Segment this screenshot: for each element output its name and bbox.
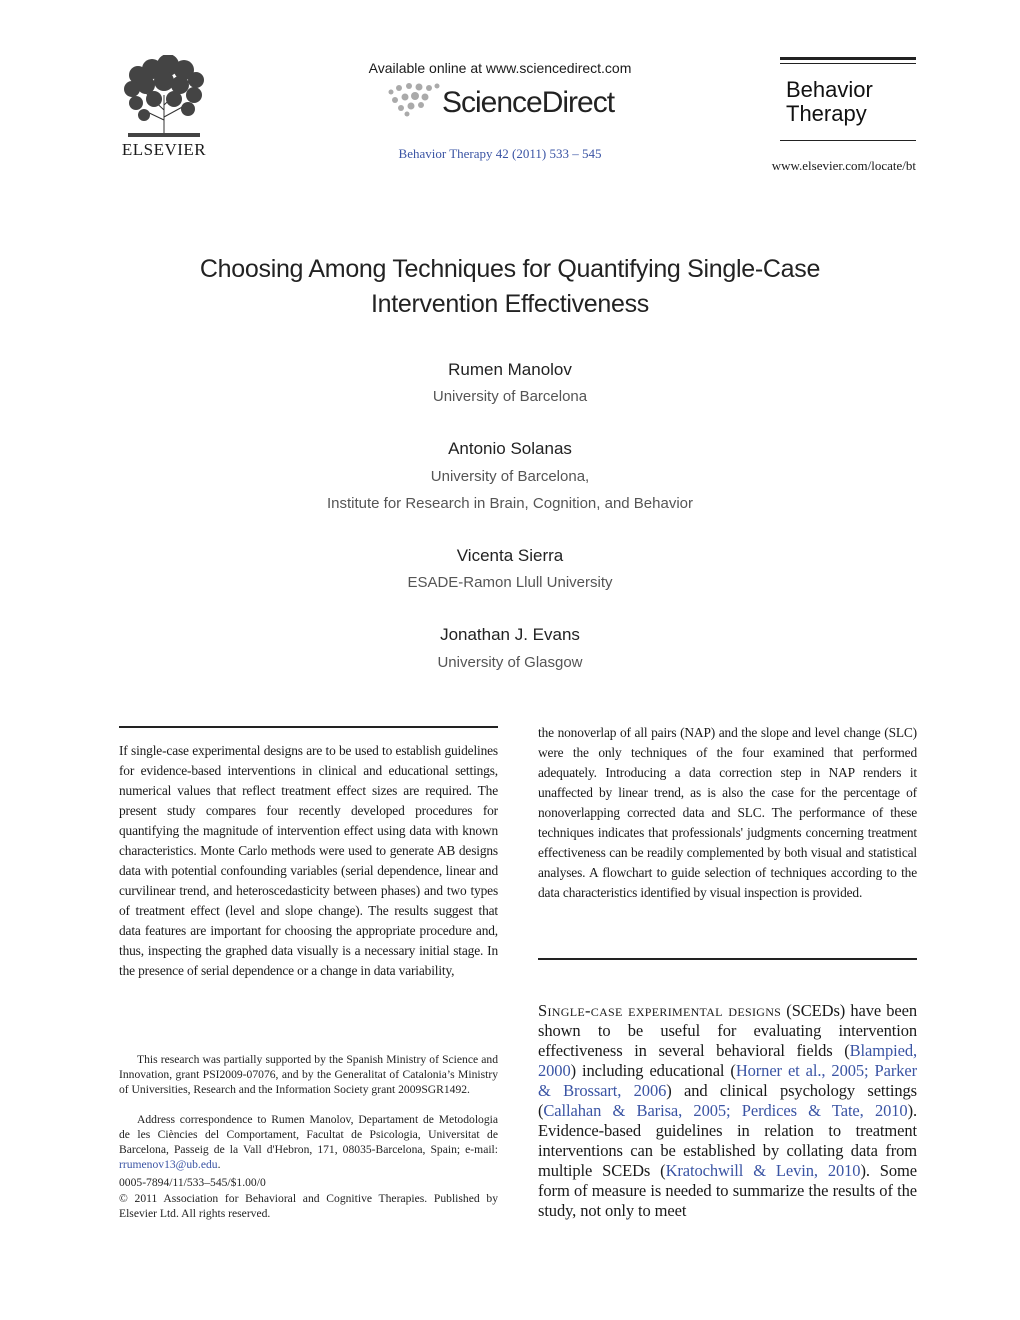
article-title-line2: Intervention Effectiveness [370, 290, 650, 318]
intro-text: (SCEDs) have been shown to be useful for evaluating intervention effectiveness in several behavioral fields ( [538, 1001, 917, 1060]
article-title-line1: Choosing Among Techniques for Quantifying Single-Case [199, 255, 821, 283]
abstract-right-column: the nonoverlap of all pairs (NAP) and the slope and level change (SLC) were the only techniques of the four examined that performed adequately. Introducing a data correction step in NAP renders it unaffected by linear trend, as is also the case for the percentage of nonoverlapping corrected data and SLC. The performance of these techniques indicates that professionals' judgments concerning treatment effectiveness can be readily complemented by both visual and statistical analyses. A flowchart to guide selection of techniques according to the data characteristics identified by visual inspection is provided. [538, 725, 917, 900]
author-affiliation: University of Glasgow [437, 654, 583, 671]
intro-text: ). Some form of measure is needed to summarize the results of the study, not only to meet [538, 1161, 917, 1220]
author-affiliation: Institute for Research in Brain, Cognition, and Behavior [326, 495, 694, 512]
journal-title-line2: Therapy [786, 101, 867, 126]
citation-link[interactable]: Horner et al., 2005; Parker & Brossart, 2006 [538, 1061, 917, 1100]
journal-rule-top-thin [780, 63, 916, 64]
abstract-rule-top [119, 726, 498, 728]
journal-rule-top [780, 57, 916, 60]
journal-citation[interactable]: Behavior Therapy 42 (2011) 533 – 545 [398, 146, 602, 161]
author-affiliation: University of Barcelona, [430, 468, 590, 485]
sciencedirect-dots-icon [385, 82, 445, 118]
funding-footnote: This research was partially supported by the Spanish Ministry of Science and Innovation, grant PSI2009-07076, and by the Generalitat of Catalonia’s Ministry of Universities, Research and the Information Society grant 2009SGR1492. [119, 1053, 498, 1096]
author-name: Rumen Manolov [448, 360, 572, 379]
correspondence-footnote [119, 1112, 498, 1172]
copyright-line: © 2011 Association for Behavioral and Cognitive Therapies. Published by Elsevier Ltd. All rights reserved. [119, 1192, 498, 1220]
intro-text: ) including educational ( [570, 1061, 736, 1080]
journal-title-line1: Behavior [786, 77, 873, 102]
intro-text: ). Evidence-based guidelines in relation to treatment interventions can be established by collating data from multiple SCEDs ( [538, 1101, 917, 1180]
available-online-text: Available online at www.sciencedirect.com [368, 60, 632, 76]
intro-paragraph [538, 1001, 917, 1221]
intro-lead: Single-case experimental designs [538, 1001, 782, 1020]
elsevier-wordmark: ELSEVIER [121, 140, 207, 159]
author-affiliation: ESADE-Ramon Llull University [407, 574, 613, 591]
correspondence-text: Address correspondence to Rumen Manolov, Departament de Metodologia de les Ciències del Comportament, Facultat de Psicologia, Universitat de Barcelona, Passeig de la Vall d'Hebron, 171, 08035-Barcelona, Spain; e-mail: [119, 1113, 498, 1156]
author-name: Jonathan J. Evans [440, 625, 580, 644]
author-name: Antonio Solanas [448, 439, 572, 458]
email-link[interactable]: rrumenov13@ub.edu [119, 1158, 218, 1171]
abstract-rule-bottom [538, 958, 917, 960]
citation-link[interactable]: Callahan & Barisa, 2005; Perdices & Tate, 2010 [543, 1101, 908, 1120]
sciencedirect-wordmark: ScienceDirect [442, 86, 615, 119]
author-affiliation: University of Barcelona [432, 388, 588, 405]
journal-rule-bottom [780, 140, 916, 141]
correspondence-end: . [217, 1158, 221, 1171]
citation-link[interactable]: Blampied, 2000 [538, 1041, 917, 1080]
journal-url[interactable]: www.elsevier.com/locate/bt [771, 158, 916, 173]
journal-title [786, 78, 873, 126]
article-title [110, 252, 910, 322]
author-name: Vicenta Sierra [456, 546, 564, 565]
issn-line: 0005-7894/11/533–545/$1.00/0 [119, 1176, 266, 1189]
intro-text: ) and clinical psychology settings ( [538, 1081, 917, 1120]
citation-link[interactable]: Kratochwill & Levin, 2010 [665, 1161, 861, 1180]
abstract-left-column: If single-case experimental designs are to be used to establish guidelines for evidence-based interventions in clinical and educational settings, numerical values that reflect treatment effect sizes are required. The present study compares four recently developed procedures for quantifying the magnitude of intervention effect using data with known characteristics. Monte Carlo methods were used to generate AB designs data with potential confounding variables (serial dependence, linear and curvilinear trend, and heteroscedasticity between phases) and two types of treatment effect (level and slope change). The results suggest that data features are important for choosing the appropriate procedure and, thus, inspecting the graphed data visually is a necessary initial stage. In the presence of serial dependence or a change in data variability, [119, 743, 498, 978]
